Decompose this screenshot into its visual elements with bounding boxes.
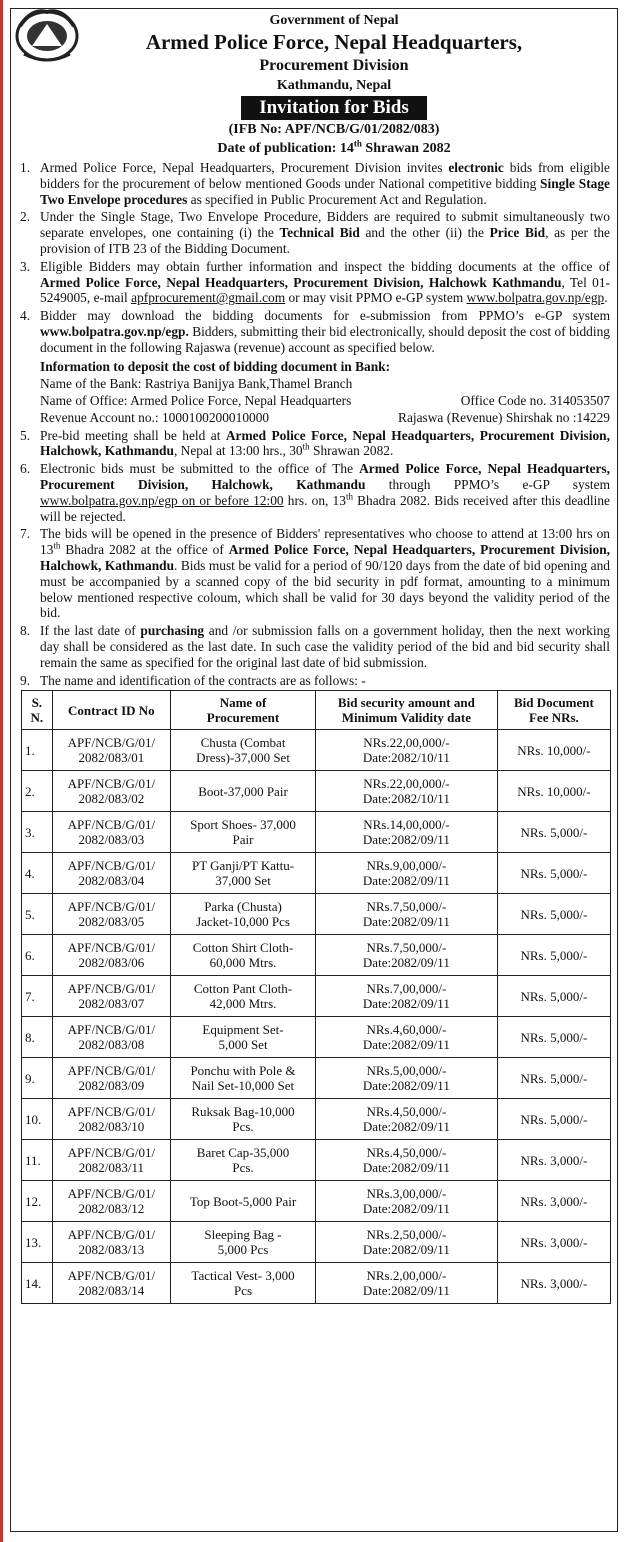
cell-procurement: PT Ganji/PT Kattu- 37,000 Set [171, 853, 316, 894]
col-sn: S. N. [22, 691, 53, 730]
cell-procurement: Sport Shoes- 37,000 Pair [171, 812, 316, 853]
clause-2: 2. Under the Single Stage, Two Envelope Procedure, Bidders are required to submit simultaneously two separate envelopes, one containing (i) the Technical Bid and the other (ii) the Price Bid, as per the provision of ITB 23 of the Bidding Document. [20, 209, 610, 256]
table-header-row [22, 691, 611, 730]
edge-marker [0, 0, 3, 1542]
cell-contract-id: APF/NCB/G/01/ 2082/083/03 [52, 812, 170, 853]
cell-security: NRs.4,50,000/- Date:2082/09/11 [315, 1099, 497, 1140]
cell-procurement: Equipment Set- 5,000 Set [171, 1017, 316, 1058]
cell-procurement: Baret Cap-35,000 Pcs. [171, 1140, 316, 1181]
col-contract-id: Contract ID No [52, 691, 170, 730]
cell-contract-id: APF/NCB/G/01/ 2082/083/02 [52, 771, 170, 812]
cell-sn: 13. [22, 1222, 53, 1263]
cell-fee: NRs. 5,000/- [497, 935, 610, 976]
col-fee: Bid Document Fee NRs. [497, 691, 610, 730]
table-row [22, 894, 611, 935]
cell-contract-id: APF/NCB/G/01/ 2082/083/06 [52, 935, 170, 976]
table-row [22, 1099, 611, 1140]
cell-sn: 4. [22, 853, 53, 894]
cell-sn: 11. [22, 1140, 53, 1181]
cell-sn: 5. [22, 894, 53, 935]
cell-contract-id: APF/NCB/G/01/ 2082/083/14 [52, 1263, 170, 1304]
cell-contract-id: APF/NCB/G/01/ 2082/083/10 [52, 1099, 170, 1140]
table-row [22, 1181, 611, 1222]
cell-fee: NRs. 5,000/- [497, 853, 610, 894]
cell-fee: NRs. 5,000/- [497, 812, 610, 853]
cell-security: NRs.7,00,000/- Date:2082/09/11 [315, 976, 497, 1017]
cell-contract-id: APF/NCB/G/01/ 2082/083/12 [52, 1181, 170, 1222]
cell-fee: NRs. 3,000/- [497, 1140, 610, 1181]
cell-procurement: Cotton Pant Cloth- 42,000 Mtrs. [171, 976, 316, 1017]
cell-security: NRs.22,00,000/- Date:2082/10/11 [315, 730, 497, 771]
clause-7: 7. The bids will be opened in the presence of Bidders' representatives who choose to attend at 13:00 hrs on 13th Bhadra 2082 at the office of Armed Police Force, Nepal Headquarters, Procurement Division, Halchowk, Kathmandu. Bids must be valid for a period of 90/120 days from the date of bid opening and must be accompanied by a scanned copy of the bid security in pdf format, amounting to a minimum below mentioned respective coloum, which shall be valid for 30 days beyond the validity period of the bid. [20, 526, 610, 621]
cell-fee: NRs. 10,000/- [497, 771, 610, 812]
table-row [22, 976, 611, 1017]
cell-security: NRs.3,00,000/- Date:2082/09/11 [315, 1181, 497, 1222]
cell-fee: NRs. 5,000/- [497, 1099, 610, 1140]
government-title: Government of Nepal [269, 13, 399, 28]
cell-procurement: Top Boot-5,000 Pair [171, 1181, 316, 1222]
cell-sn: 3. [22, 812, 53, 853]
cell-security: NRs.22,00,000/- Date:2082/10/11 [315, 771, 497, 812]
col-procurement: Name of Procurement [171, 691, 316, 730]
clause-1: 1. Armed Police Force, Nepal Headquarters, Procurement Division invites electronic bids from eligible bidders for the procurement of below mentioned Goods under National competitive bidding Single Stage Two Envelope procedures as specified in Public Procurement Act and Regulation. [20, 160, 610, 207]
clause-4: 4. Bidder may download the bidding documents for e-submission from PPMO’s e-GP system www.bolpatra.gov.np/egp. Bidders, submitting their bid electronically, should deposit the cost of bidding document in the following Rajaswa (revenue) account as specified below. [20, 308, 610, 355]
cell-fee: NRs. 3,000/- [497, 1222, 610, 1263]
cell-fee: NRs. 3,000/- [497, 1263, 610, 1304]
ifb-number: (IFB No: APF/NCB/G/01/2082/083) [228, 122, 440, 137]
bank-name: Name of the Bank: Rastriya Banijya Bank,Thamel Branch [40, 375, 353, 391]
cell-security: NRs.7,50,000/- Date:2082/09/11 [315, 894, 497, 935]
cell-security: NRs.5,00,000/- Date:2082/09/11 [315, 1058, 497, 1099]
table-row [22, 730, 611, 771]
division-title: Procurement Division [259, 57, 409, 74]
cell-sn: 12. [22, 1181, 53, 1222]
cell-security: NRs.7,50,000/- Date:2082/09/11 [315, 935, 497, 976]
cell-procurement: Ponchu with Pole & Nail Set-10,000 Set [171, 1058, 316, 1099]
table-row [22, 1058, 611, 1099]
bank-info-heading: Information to deposit the cost of bidding document in Bank: [40, 358, 391, 374]
egp-link-2[interactable]: www.bolpatra.gov.np/egp on or before 12:00 [40, 492, 284, 508]
organization-title: Armed Police Force, Nepal Headquarters, [145, 30, 523, 54]
cell-sn: 6. [22, 935, 53, 976]
rajaswa-code: Rajaswa (Revenue) Shirshak no :14229 [398, 409, 610, 425]
cell-contract-id: APF/NCB/G/01/ 2082/083/11 [52, 1140, 170, 1181]
cell-contract-id: APF/NCB/G/01/ 2082/083/07 [52, 976, 170, 1017]
cell-fee: NRs. 3,000/- [497, 1181, 610, 1222]
cell-security: NRs.2,50,000/- Date:2082/09/11 [315, 1222, 497, 1263]
cell-sn: 14. [22, 1263, 53, 1304]
clause-8: 8. If the last date of purchasing and /or submission falls on a government holiday, then the next working day shall be considered as the last date. In such case the validity period of the bid and bid security shall remain the same as specified for the original last date of bid submission. [20, 623, 610, 670]
cell-procurement: Parka (Chusta) Jacket-10,000 Pcs [171, 894, 316, 935]
clauses-list [12, 160, 616, 356]
cell-sn: 10. [22, 1099, 53, 1140]
col-security: Bid security amount and Minimum Validity date [315, 691, 497, 730]
cell-contract-id: APF/NCB/G/01/ 2082/083/01 [52, 730, 170, 771]
bank-info [12, 358, 616, 426]
cell-sn: 7. [22, 976, 53, 1017]
cell-procurement: Cotton Shirt Cloth- 60,000 Mtrs. [171, 935, 316, 976]
cell-security: NRs.14,00,000/- Date:2082/09/11 [315, 812, 497, 853]
cell-security: NRs.2,00,000/- Date:2082/09/11 [315, 1263, 497, 1304]
clause-6: 6. Electronic bids must be submitted to the office of The Armed Police Force, Nepal Headquarters, Procurement Division, Halchowk, Kathmandu through PPMO’s e-GP system www.bolpatra.gov.np/egp on or before 12:00 hrs. on, 13th Bhadra 2082. Bids received after this deadline will be rejected. [20, 461, 611, 524]
revenue-account: Revenue Account no.: 1000100200010000 [40, 409, 270, 425]
table-row [22, 1140, 611, 1181]
cell-fee: NRs. 5,000/- [497, 976, 610, 1017]
cell-security: NRs.4,50,000/- Date:2082/09/11 [315, 1140, 497, 1181]
cell-sn: 8. [22, 1017, 53, 1058]
cell-fee: NRs. 5,000/- [497, 894, 610, 935]
clause-9: 9. The name and identification of the contracts are as follows: - [20, 672, 366, 688]
table-row [22, 853, 611, 894]
cell-contract-id: APF/NCB/G/01/ 2082/083/08 [52, 1017, 170, 1058]
table-row [22, 1017, 611, 1058]
office-name: Name of Office: Armed Police Force, Nepal Headquarters [40, 392, 352, 408]
table-row [22, 935, 611, 976]
notice-content [12, 12, 616, 1304]
cell-procurement: Sleeping Bag - 5,000 Pcs [171, 1222, 316, 1263]
cell-fee: NRs. 5,000/- [497, 1017, 610, 1058]
cell-sn: 2. [22, 771, 53, 812]
cell-security: NRs.9,00,000/- Date:2082/09/11 [315, 853, 497, 894]
table-row [22, 1222, 611, 1263]
office-code: Office Code no. 314053507 [460, 392, 610, 408]
clause-3: 3. Eligible Bidders may obtain further information and inspect the bidding documents at the office of Armed Police Force, Nepal Headquarters, Procurement Division, Halchowk Kathmandu, Tel 01-5249005, e-mail apfprocurement@gmail.com or may visit PPMO e-GP system www.bolpatra.gov.np/egp. [20, 258, 610, 306]
publication-date: Date of publication: 14th Shrawan 2082 [217, 138, 451, 156]
email-link[interactable]: apfprocurement@gmail.com [131, 290, 286, 306]
cell-sn: 1. [22, 730, 53, 771]
table-row [22, 771, 611, 812]
clauses-list-continued [12, 428, 616, 689]
table-row [22, 812, 611, 853]
cell-contract-id: APF/NCB/G/01/ 2082/083/04 [52, 853, 170, 894]
contracts-table [21, 690, 611, 1304]
cell-contract-id: APF/NCB/G/01/ 2082/083/13 [52, 1222, 170, 1263]
page-title: Invitation for Bids [241, 96, 427, 120]
cell-procurement: Ruksak Bag-10,000 Pcs. [171, 1099, 316, 1140]
cell-fee: NRs. 10,000/- [497, 730, 610, 771]
location-title: Kathmandu, Nepal [276, 78, 392, 93]
cell-security: NRs.4,60,000/- Date:2082/09/11 [315, 1017, 497, 1058]
cell-procurement: Boot-37,000 Pair [171, 771, 316, 812]
cell-procurement: Tactical Vest- 3,000 Pcs [171, 1263, 316, 1304]
notice-header [52, 12, 616, 158]
cell-procurement: Chusta (Combat Dress)-37,000 Set [171, 730, 316, 771]
table-row [22, 1263, 611, 1304]
egp-link-bold[interactable]: www.bolpatra.gov.np/egp. [40, 323, 189, 339]
cell-sn: 9. [22, 1058, 53, 1099]
clause-5: 5. Pre-bid meeting shall be held at Armed Police Force, Nepal Headquarters, Procurement Division, Halchowk, Kathmandu, Nepal at 13:00 hrs., 30th Shrawan 2082. [20, 427, 610, 459]
cell-contract-id: APF/NCB/G/01/ 2082/083/05 [52, 894, 170, 935]
egp-link[interactable]: www.bolpatra.gov.np/egp [466, 290, 605, 306]
cell-fee: NRs. 5,000/- [497, 1058, 610, 1099]
cell-contract-id: APF/NCB/G/01/ 2082/083/09 [52, 1058, 170, 1099]
